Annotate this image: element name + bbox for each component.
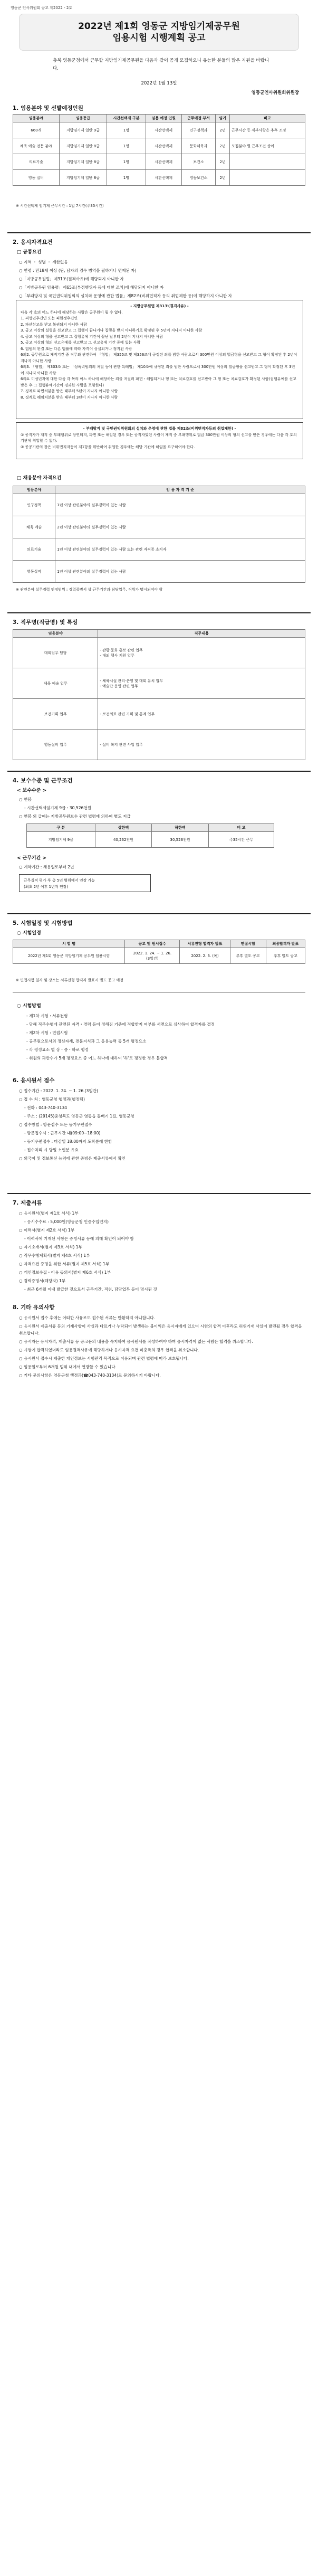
recruit-cell: 의료기술 bbox=[13, 154, 60, 170]
qual-cell: 인구정책 bbox=[13, 494, 55, 516]
divider bbox=[7, 913, 311, 914]
pay-header: 상한액 bbox=[95, 824, 152, 832]
anticorruption-box bbox=[16, 422, 303, 459]
recruit-cell: 시간선택제 bbox=[146, 122, 181, 138]
recruit-cell: 1명 bbox=[107, 170, 146, 186]
schedule-cell: 2022. 1. 24. ~ 1. 26. (3일간) bbox=[125, 948, 180, 964]
qual-cell: 2년 이상 관련분야의 실무경력이 있는 사람 bbox=[55, 516, 305, 538]
recruit-cell: 1명 bbox=[107, 122, 146, 138]
caution-list bbox=[19, 1314, 304, 1380]
section-4-heading: 4. 보수수준 및 근무조건 bbox=[13, 778, 73, 784]
duty-cell: - 보건의료 관련 기획 및 통계 업무 bbox=[98, 699, 305, 730]
box2-heading: - 부패방지 및 국민권익위원회의 설치와 운영에 관한 법률 제82조(비위면직자등의 취업제한) - bbox=[83, 427, 236, 431]
recruit-cell: 2년 bbox=[216, 122, 230, 138]
pay-header: 하한액 bbox=[152, 824, 209, 832]
documents-list bbox=[19, 1210, 304, 1294]
duty-cell: 대외업무 담당 bbox=[13, 638, 98, 668]
term-lines bbox=[19, 864, 304, 872]
recruit-row bbox=[13, 170, 305, 186]
caution-item: ○ 임용일로부터 6개월 범위 내에서 연장할 수 있습니다. bbox=[19, 1365, 117, 1369]
recruit-cell: 문화체육과 bbox=[181, 138, 216, 154]
pay-item: ○ 연봉 외 급여는 지방공무원보수 관련 법령에 의하여 별도 지급 bbox=[19, 814, 131, 819]
duty-header: 임용분야 bbox=[13, 630, 98, 638]
schedule-note: ※ 면접시험 일자 및 장소는 서류전형 합격자 발표시 별도 공고 예정 bbox=[16, 978, 123, 982]
section-6-heading: 6. 응시원서 접수 bbox=[13, 1077, 55, 1084]
recruit-header: 임용분야 bbox=[13, 115, 60, 122]
recruit-cell: 지방임기제 일반 8급 bbox=[59, 138, 107, 154]
common-req-item: ○「지방공무원법」제31조(결격사유)에 해당되지 아니한 자 bbox=[19, 277, 124, 281]
qual-header: 임용분야 bbox=[13, 486, 55, 494]
caution-item: ○ 응시자는 응시자격, 제출서류 등 공고문의 내용을 숙지하여 응시원서를 작성하여야 하며 응시자격이 없는 사람은 합격을 취소합니다. bbox=[19, 1339, 253, 1344]
application-item: - 방문접수시 : 근무시간 내(09:00~18:00) bbox=[24, 1131, 101, 1135]
caution-item: ○ 시험에 합격하였더라도 임용결격사유에 해당하거나 응시자격 요건 미충족의 경우 합격을 취소합니다. bbox=[19, 1348, 199, 1352]
duty-cell: 체육 예술 업무 bbox=[13, 668, 98, 699]
schedule-header: 시 험 명 bbox=[13, 940, 125, 948]
recruit-cell: 영동보건소 bbox=[181, 170, 216, 186]
method-item: - 당해 직무수행에 관련된 자격・경력 등이 정해진 기준에 적합한지 여부를 서면으로 심사하여 합격자를 결정 bbox=[26, 1022, 215, 1027]
recruit-header: 임기 bbox=[216, 115, 230, 122]
recruit-cell: 1명 bbox=[107, 154, 146, 170]
recruit-cell: 2년 bbox=[216, 138, 230, 154]
document-item: ○ 자격요건 증명을 위한 서류(별지 제5호 서식) 1부 bbox=[19, 1262, 110, 1266]
schedule-cell: 2022. 2. 3. (목) bbox=[180, 948, 230, 964]
duty-cell: 영동실버 업무 bbox=[13, 730, 98, 760]
recruit-header: 임용 예정 인원 bbox=[146, 115, 181, 122]
section-7-heading: 7. 제출서류 bbox=[13, 1200, 42, 1206]
recruit-cell: 인구정책과 bbox=[181, 122, 216, 138]
qual-row bbox=[13, 538, 305, 561]
pay-header: 구 분 bbox=[27, 824, 95, 832]
box-heading: - 지방공무원법 제31조(결격사유) - bbox=[130, 304, 189, 308]
caution-item: ○ 응시원서 접수 후에는 어떠한 사유로도 접수된 서류는 반환하지 아니합니다. bbox=[19, 1315, 156, 1320]
application-list bbox=[19, 1087, 304, 1163]
recruit-header: 시간선택제 구분 bbox=[107, 115, 146, 122]
qual-row bbox=[13, 561, 305, 583]
recruit-row bbox=[13, 122, 305, 138]
duty-cell: 보건기획 업무 bbox=[13, 699, 98, 730]
rule bbox=[13, 992, 305, 993]
document-item: - 이력서에 기재된 사항은 증빙서류 등에 의해 확인이 되어야 함 bbox=[24, 1236, 134, 1241]
common-req-heading: □ 공통요건 bbox=[17, 250, 42, 255]
issuing-org: 영동군인사위원회위원장 bbox=[251, 90, 299, 96]
recruit-header: 근무예정 부서 bbox=[181, 115, 216, 122]
duty-table bbox=[13, 629, 305, 760]
qual-cell: 1년 이상 관련분야의 실무경력이 있는 사람 bbox=[55, 494, 305, 516]
qualification-table bbox=[13, 486, 305, 583]
common-req-item: ○ 지역 ・ 성별 ・ 제한없음 bbox=[19, 260, 68, 264]
title-box bbox=[19, 14, 299, 51]
s1-note: ※ 시간선택제 임기제 근무시간 : 1일 7시간(주35시간) bbox=[16, 204, 104, 208]
document-item: ○ 개인정보수집・이용 동의서(별지 제6호 서식) 1부 bbox=[19, 1270, 111, 1275]
recruit-header: 비고 bbox=[229, 115, 305, 122]
recruit-row bbox=[13, 154, 305, 170]
qual-row bbox=[13, 516, 305, 538]
caution-item: ○ 기타 문의사항은 영동군청 행정과(☎043-740-3134)로 문의하시기 바랍니다. bbox=[19, 1373, 161, 1378]
section-8-heading: 8. 기타 유의사항 bbox=[13, 1304, 55, 1311]
pay-item: - 시간선택제임기제 9급 : 30,526천원 bbox=[24, 806, 92, 810]
section-2-heading: 2. 응시자격요건 bbox=[13, 239, 53, 245]
recruit-cell: 시간선택제 bbox=[146, 154, 181, 170]
term-item: ○ 계약기간 : 채용일로부터 2년 bbox=[19, 865, 74, 869]
pay-cell: 주35시간 근무 bbox=[208, 832, 274, 848]
duty-row bbox=[13, 730, 305, 760]
qual-cell: 체육 예술 bbox=[13, 516, 55, 538]
duty-cell: - 실버 복지 관련 사업 업무 bbox=[98, 730, 305, 760]
common-req-item: ○「지방공무원 임용령」제65조(부정행위자 등에 대한 조치)에 해당되지 아니한 자 bbox=[19, 285, 164, 290]
application-item: - 등기우편접수 : 마감일 18:00까지 도착분에 한함 bbox=[24, 1139, 112, 1144]
intro-text: 충북 영동군청에서 근무할 지방임기제공무원을 다음과 같이 공개 모집하오니 유능한 분들의 많은 지원을 바랍니다. bbox=[53, 58, 269, 71]
term-box: 근무실적 평가 후 총 5년 범위에서 연장 가능 (최초 2년 이후 1년씩 연장) bbox=[19, 874, 151, 892]
common-req-item: ○「부패방지 및 국민권익위원회의 설치와 운영에 관한 법률」제82조(비위면직자 등의 취업제한 등)에 해당하지 아니한 자 bbox=[19, 293, 232, 298]
recruit-cell bbox=[229, 170, 305, 186]
recruit-cell: 1명 bbox=[107, 138, 146, 154]
duty-header: 직무내용 bbox=[98, 630, 305, 638]
document-item: ○ 응시원서(별지 제1호 서식) 1부 bbox=[19, 1211, 79, 1216]
recruit-cell: 시간선택제 bbox=[146, 170, 181, 186]
duty-row bbox=[13, 638, 305, 668]
qual-header: 임 용 자 격 기 준 bbox=[55, 486, 305, 494]
caution-item: ○ 응시원서 접수시 제출한 개인정보는 시험관리 목적으로 이용되며 관련 법령에 따라 보호됩니다. bbox=[19, 1356, 189, 1361]
pay-lines bbox=[19, 796, 304, 821]
pay-item: ○ 연봉 bbox=[19, 797, 32, 802]
recruit-cell: 지방임기제 일반 9급 bbox=[59, 122, 107, 138]
method-item: - 공무원으로서의 정신자세, 전문지식과 그 응용능력 등 5개 평정요소 bbox=[26, 1039, 147, 1044]
schedule-cell: 추후 별도 공고 bbox=[230, 948, 266, 964]
pay-row bbox=[27, 832, 274, 848]
pay-subheading: < 보수수준 > bbox=[17, 788, 47, 793]
pay-cell: 40,262천원 bbox=[95, 832, 152, 848]
recruit-cell: 보건소 bbox=[181, 154, 216, 170]
duty-row bbox=[13, 668, 305, 699]
recruit-table bbox=[13, 114, 305, 186]
notice-number: 영동군 인사위원회 공고 제2022 - 2호 bbox=[11, 6, 73, 10]
recruit-cell: 2년 bbox=[216, 154, 230, 170]
recruit-cell: 근무시간 등 세부사항은 추후 조정 bbox=[229, 122, 305, 138]
application-item: ○ 접 수 처 : 영동군청 행정과(행정팀) bbox=[19, 1097, 85, 1102]
recruit-cell: 660개 bbox=[13, 122, 60, 138]
recruit-cell: 모집분야 별 근무조건 상이 bbox=[229, 138, 305, 154]
schedule-subheading: ○ 시험일정 bbox=[17, 931, 41, 936]
recruit-cell: 2년 bbox=[216, 170, 230, 186]
pay-table bbox=[26, 823, 274, 848]
document-item: - 응시수수료 : 5,000원(영동군청 인증수입인지) bbox=[24, 1219, 109, 1224]
qual-row bbox=[13, 494, 305, 516]
title-line1: 2022년 제1회 영동군 지방임기제공무원 bbox=[78, 21, 240, 32]
method-list bbox=[21, 1012, 301, 1063]
pay-cell: 30,526천원 bbox=[152, 832, 209, 848]
recruit-cell bbox=[229, 154, 305, 170]
duty-cell: - 관광·문화 홍보 관련 업무 - 대외 행사 지원 업무 bbox=[98, 638, 305, 668]
method-item: - 제1차 시험 : 서류전형 bbox=[26, 1014, 68, 1018]
section-1-heading: 1. 임용분야 및 선발예정인원 bbox=[13, 105, 83, 111]
divider bbox=[7, 232, 311, 233]
recruit-header: 임용등급 bbox=[59, 115, 107, 122]
schedule-cell: 추후 별도 공고 bbox=[266, 948, 305, 964]
schedule-table bbox=[13, 940, 305, 964]
schedule-header: 최종합격자 발표 bbox=[266, 940, 305, 948]
qual-heading: □ 채용분야 자격요건 bbox=[17, 476, 62, 481]
document-item: - 최근 6개월 이내 발급한 것으로서 근무기간, 직위, 담당업무 등이 명시된 것 bbox=[24, 1287, 157, 1292]
section-5-heading: 5. 시험일정 및 시험방법 bbox=[13, 920, 73, 926]
box-body: 다음 각 호의 어느 하나에 해당하는 사람은 공무원이 될 수 없다. 1. 피성년후견인 또는 피한정후견인 2. 파산선고를 받고 복권되지 아니한 사람 3. 금고 이상의 실형을 선고받고 그 집행이 끝나거나 집행을 받지 아니하기로 확정된 후 5년이 지나지 아니한 사람 4. 금고 이상의 형을 선고받고 그 집행유예 기간이 끝난 날부터 2년이 지나지 아니한 사람 5. 금고 이상의 형의 선고유예를 선고받고 그 선고유예 기간 중에 있는 사람 6. 법원의 판결 또는 다른 법률에 따라 자격이 상실되거나 정지된 사람 6의2. 공무원으로 재직기간 중 직무와 관련하여 「형법」 제355조 및 제356조에 규정된 죄를 범한 사람으로서 300만원 이상의 벌금형을 선고받고 그 형이 확정된 후 2년이 지나지 아니한 사람 6의3. 「형법」 제303조 또는 「성폭력범죄의 처벌 등에 관한 특례법」 제10조에 규정된 죄를 범한 사람으로서 300만원 이상의 벌금형을 선고받고 그 형이 확정된 후 3년이 지나지 아니한 사람 6의4. 미성년자에 대한 다음 각 목의 어느 하나에 해당하는 죄를 저질러 파면・해임되거나 형 또는 치료감호를 선고받아 그 형 또는 치료감호가 확정된 사람(집행유예를 선고받은 후 그 집행유예기간이 경과한 사람을 포함한다) 7. 징계로 파면처분을 받은 때부터 5년이 지나지 아니한 사람 8. 징계로 해임처분을 받은 때부터 3년이 지나지 아니한 사람 bbox=[21, 310, 297, 400]
divider bbox=[7, 612, 311, 613]
application-item: - 접수처리 시 당일 소인분 유효 bbox=[24, 1148, 79, 1152]
section-3-heading: 3. 직무명(직급명) 및 특성 bbox=[13, 619, 78, 626]
title-line2: 임용시험 시행계획 공고 bbox=[112, 33, 206, 43]
term-subheading: < 근무기간 > bbox=[17, 856, 47, 861]
method-item: - 위원의 과반수가 5개 평정요소 중 어느 하나에 대하여 '하'로 평정한 경우 불합격 bbox=[26, 1056, 168, 1060]
application-item: - 주소 : (29145)충청북도 영동군 영동읍 돌배기 1길, 영동군청 bbox=[24, 1114, 134, 1119]
common-req-item: ○ 연령 : 만18세 이상 (단, 남자의 경우 병역을 필하거나 면제된 자) bbox=[19, 268, 137, 273]
recruit-cell: 체육 예술 전문 분야 bbox=[13, 138, 60, 154]
notice-date: 2022년 1월 13일 bbox=[141, 81, 177, 86]
method-item: - 제2차 시험 : 면접시험 bbox=[26, 1030, 68, 1035]
caution-item: ○ 응시원서 제출서류 등의 기재사항이 사실과 다르거나 누락되어 발생하는 불이익은 응시자에게 있으며 시험의 합격 이후라도 허위기재 사실이 발견될 경우 합격을 취소합니다. bbox=[19, 1324, 302, 1336]
application-item: - 전화 : 043-740-3134 bbox=[24, 1105, 68, 1110]
pay-cell: 지방임기제 9급 bbox=[27, 832, 95, 848]
divider bbox=[7, 771, 311, 772]
application-item: ○ 접수기간 : 2022. 1. 24. ~ 1. 26.(3일간) bbox=[19, 1088, 99, 1093]
schedule-header: 서류전형 합격자 발표 bbox=[180, 940, 230, 948]
box2-body: ① 공직자가 재직 중 부패행위로 당연퇴직, 파면 또는 해임된 경우 또는 공직자였던 사람이 재직 중 부패행위로 벌금 300만원 이상의 형의 선고를 받은 경우에는 다음 각 호의 기관에 취업할 수 없다. ② 공공기관의 장은 비위면직자등이 제1항을 위반하여 취업한 경우에는 해당 기관에 해임을 요구하여야 한다. bbox=[21, 432, 297, 449]
schedule-cell: 2022년 제1회 영동군 지방임기제 공무원 임용시험 bbox=[13, 948, 125, 964]
divider bbox=[7, 1193, 311, 1194]
schedule-row bbox=[13, 948, 305, 964]
recruit-row bbox=[13, 138, 305, 154]
application-item: ○ 접수방법 : 방문접수 또는 등기우편접수 bbox=[19, 1122, 92, 1127]
common-req-list bbox=[19, 259, 304, 301]
qual-cell: 1년 이상 관련분야의 실무경력이 있는 사람 bbox=[55, 561, 305, 583]
method-item: - 각 평정요소 별 상・중・하로 평정 bbox=[26, 1047, 89, 1052]
recruit-cell: 시간선택제 bbox=[146, 138, 181, 154]
recruit-cell: 영동 실버 bbox=[13, 170, 60, 186]
disqualification-box bbox=[16, 300, 303, 419]
qual-note: ※ 관련분야 실무경력 인정범위 : 경력증명서 상 근무기간과 담당업무, 직위가 명시되어야 함 bbox=[16, 588, 163, 592]
document-item: ○ 자기소개서(별지 제3호 서식) 1부 bbox=[19, 1245, 82, 1249]
application-item: ○ 외국어 및 정보통신 능력에 관한 증빙은 제출서류에서 확인 bbox=[19, 1156, 126, 1161]
pay-header: 비 고 bbox=[208, 824, 274, 832]
qual-cell: 영동실버 bbox=[13, 561, 55, 583]
document-item: ○ 이력서(별지 제2호 서식) 1부 bbox=[19, 1228, 75, 1233]
duty-row bbox=[13, 699, 305, 730]
qual-cell: 1년 이상 관련분야의 실무경력이 있는 사람 또는 관련 자격증 소지자 bbox=[55, 538, 305, 561]
recruit-cell: 지방임기제 일반 8급 bbox=[59, 154, 107, 170]
schedule-header: 공고 및 원서접수 bbox=[125, 940, 180, 948]
recruit-cell: 지방임기제 일반 8급 bbox=[59, 170, 107, 186]
method-subheading: ○ 시험방법 bbox=[17, 1003, 41, 1009]
document-item: ○ 경력증명서(해당자) 1부 bbox=[19, 1278, 66, 1283]
schedule-header: 면접시험 bbox=[230, 940, 266, 948]
document-item: ○ 직무수행계획서(별지 제4호 서식) 1부 bbox=[19, 1253, 90, 1258]
duty-cell: - 체육시설 관리·운영 및 대회 유치 업무 - 예술단 운영 관련 업무 bbox=[98, 668, 305, 699]
qual-cell: 의료기술 bbox=[13, 538, 55, 561]
